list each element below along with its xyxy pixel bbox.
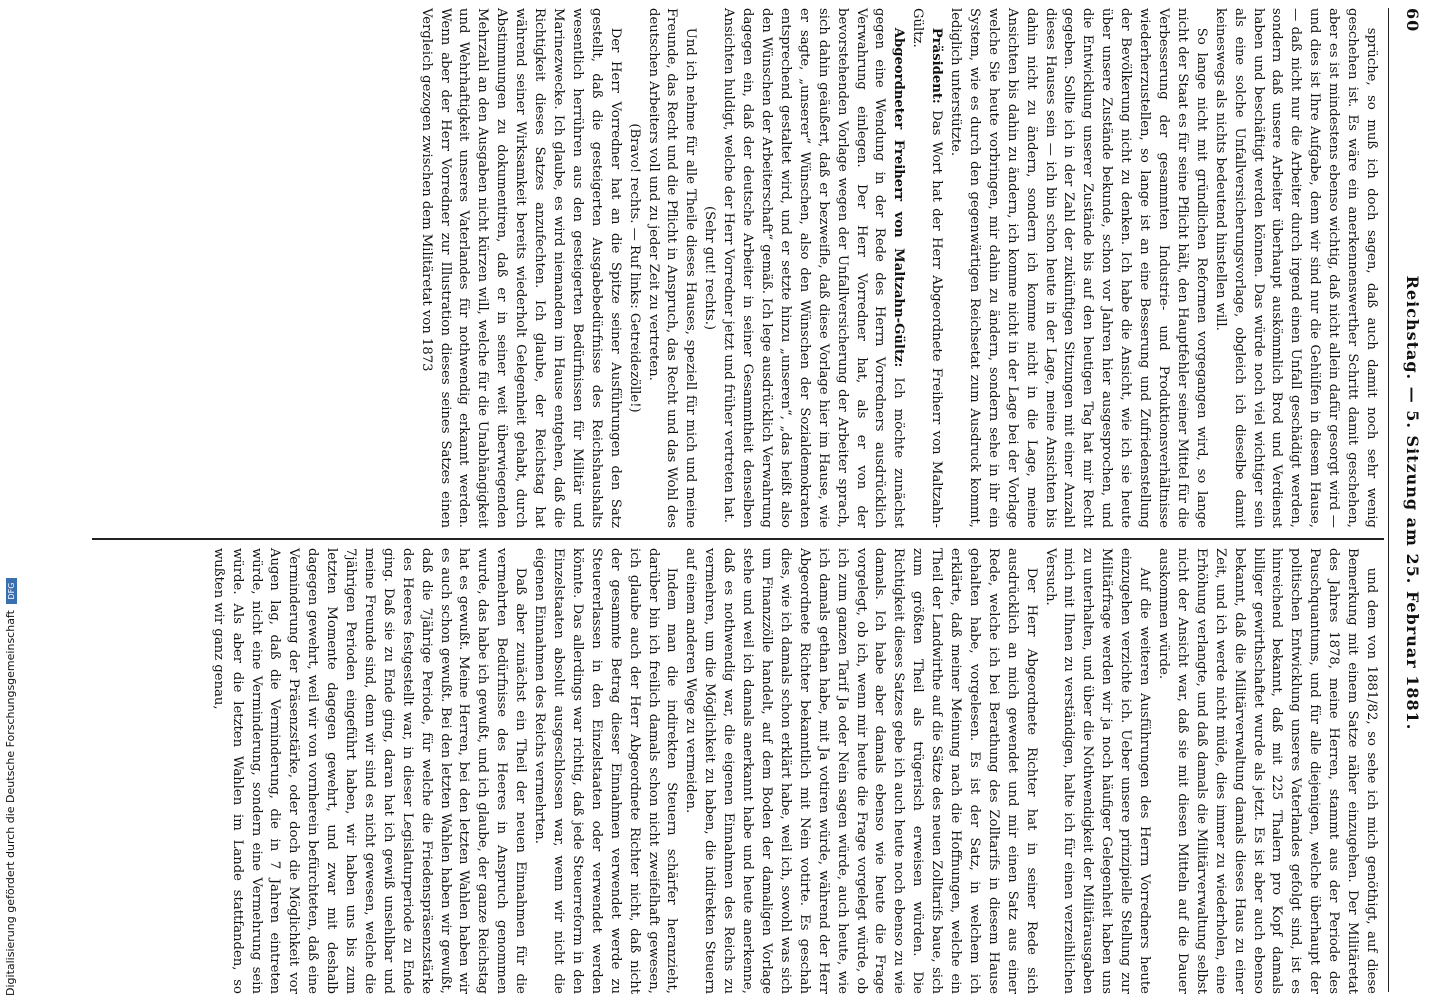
paragraph-text: Ich möchte zunächst gegen eine Wendung in der Rede des Herrn Vorredners ausdrücklich Verwahrung einlegen. Der Herr Vorredner hat, als er von der bevorstehenden Vorlage wegen der Unfallversicherung der Arbeiter sprach, sich dahin geäußert, daß er bezweifle, daß diese Vorlage hier im Hause, wie er sagte, „unserer“ Wünschen, also den Wünschen der Sozialdemokraten entsprechend gestaltet wird, und er setzte hinzu „unseren“, „das heißt also den Wünschen der Arbeiterschaft“ gemäß. Ich lege ausdrücklich Verwahrung dagegen ein, daß der deutsche Arbeiter in seiner Gesammtheit denselben Ansichten huldigt, welche der Herr Vorredner jetzt und früher vertreten hat. [721, 8, 907, 528]
credit-text: Digitalisierung gefördert durch die Deutsche Forschungsgemeinschaft [4, 610, 17, 996]
paragraph-text: sprüche, so muß ich doch sagen, daß auch damit noch sehr wenig geschehen ist. Es wäre ein anerkennenswerther Schritt damit geschehen, aber es ist mindestens ebenso wichtig, daß nicht allein dafür gesorgt wird — und dies ist Ihre Aufgabe, denn wir sind nur die Gehülfen in diesem Hause, — daß nicht nur die Arbeiter durch irgend einen Unfall geschädigt werden, sondern daß unsere Arbeiter überhaupt auskömmlich Brod und Verdienst haben und beschäftigt werden können. Das würde noch viel wichtiger sein als eine solche Unfallversicherungsvorlage, obgleich ich dieselbe damit keineswegs als nichts bedeutend hinstellen will. [1212, 8, 1379, 528]
paragraph-text: So lange nicht mit gründlichen Reformen vorgegangen wird, so lange nicht der Staat es für seine Pflicht hält, den Hauptfehler seiner Mittel für die Verbesserung der gesammten Industrie- und Produktionsverhältnisse wiederherzustellen, so lange ist an eine Besserung und Zufriedenstellung der Bevölkerung nicht zu denken. Ich habe die Ansicht, wie ich sie heute über unsere Zustände bekunde, schon vor Jahren hier ausgesprochen, und die Entwicklung unserer Zustände bis auf den heutigen Tag hat mir Recht gegeben. Sollte ich in der Zahl der zukünftigen Sitzungen mit einer Anzahl dieses Hauses sein — ich bin schon heute in der Lage, meine Ansichten bis dahin nicht zu ändern, sondern ich komme nicht in die Lage, meine Ansichten bis dahin zu ändern, ich komme nicht in der Lage bei der Vorlage welche Sie heute vorbringen, mir dahin zu ändern, sondern sehe in ihr ein System, wie es durch den gegenwärtigen Reichsetat zum Ausdruck kommt, lediglich unterstützte. [948, 8, 1209, 528]
running-title: Reichstag. — 5. Sitzung am 25. Februar 1881. [1403, 275, 1422, 731]
paragraph [907, 8, 945, 528]
page-number: 60 [1403, 8, 1422, 33]
paragraph-text: Daß aber zunächst ein Theil der neuen Einnahmen für die vermehrten Bedürfnisse des Heeres in Anspruch genommen wurde, das habe ich gewußt, und ich glaube, der ganze Reichstag hat es gewußt. Meine Herren, bei den letzten Wahlen haben wir es auch schon gewußt. Bei den letzten Wahlen haben wir gewußt, daß die 7jährige Periode, für welche die Friedenspräsenzstärke des Heeres festgestellt war, in dieser Legislaturperiode zu Ende ging. Daß sie zu Ende ging, daran hat ich gewiß unsehlbar und meine Freunde sind, denn wir sind es nicht gewesen, welche die 7jährigen Perioden eingeführt haben, wir haben uns bis zum letzten Momente dagegen gewehrt, und zwar mit deshalb dagegen gewehrt, weil wir von vornherein befürchteten, daß eine Verminderung der Präsenzstärke, oder doch die Möglichkeit vor Augen lag, daß die Verminderung, die in 7 Jahren eintreten würde, nicht eine Verminderung, sondern eine Vermehrung sein würde. Als aber die letzten Wahlen im Lande stattfanden, so wußten wir ganz genau, [210, 548, 529, 994]
paragraph-text: Indem man die indirekten Steuern schärfer heranzieht, darüber bin ich freilich damals schon nicht zweifelhaft gewesen, ich glaube auch der Herr Abgeordnete Richter nicht, daß nicht der gesammte Betrag dieser Einnahmen verwendet werde zu Steuererlassen in den Einzelstaaten oder verwendet werden könnte. Das allerdings war richtig, daß jede Steuerreform in den Einzelstaaten absolut ausgeschlossen war, wenn wir nicht die eigenen Einnahmen des Reichs vermehrten. [532, 548, 680, 994]
paragraph-text: Und ich nehme für alle Theile dieses Hauses, speziell für mich und meine Freunde, das Recht und die Pflicht in Anspruch, das Recht und das Wohl des deutschen Arbeiters voll und zu jeder Zeit zu vertreten. [645, 8, 699, 528]
paragraph-text: Auf die weiteren Ausführungen des Herrn Vorredners heute einzugehen verzichte ich. Ueber unsere prinzipielle Stellung zur Militärfrage werden wir ja noch häufiger Gelegenheit haben uns zu unterhalten, und über die Nothwendigkeit der Militärausgaben mich mit Ihnen zu verständigen, halte ich für einen verzeihlichen Versuch. [1042, 548, 1153, 994]
paragraph [416, 8, 624, 528]
paragraph [718, 8, 907, 528]
text-column-second [95, 548, 1380, 994]
paragraph [680, 548, 1039, 994]
paragraph-text: und dem von 1881/82, so sehe ich mich genöthigt, auf diese Bemerkung mit einem Satze näher einzugehen. Der Militäretat des Jahres 1878, meine Herren, stammt aus der Periode des Pauschquantums, und für alle diejenigen, welche überhaupt der politischen Entwicklung unseres Vaterlandes gefolgt sind, ist es hinreichend bekannt, daß mit 225 Thalern pro Kopf damals billiger gewirthschaftet wurde als jetzt. Es ist aber auch ebenso bekannt, daß die Militärverwaltung damals dieses Haus zu einer Zeit, und ich werde nicht müde, dies immer zu wiederholen, eine Erhöhung verlangte, und daß damals die Militärverwaltung selbst nicht der Ansicht war, daß sie mit diesen Mitteln auf die Dauer auskommen würde. [1156, 548, 1379, 994]
running-header [1403, 8, 1422, 998]
paragraph [1210, 8, 1380, 528]
paragraph [208, 548, 529, 994]
interjection [624, 8, 643, 528]
header-rule [1388, 8, 1389, 992]
column-divider [92, 538, 1384, 540]
paragraph-text: Das Wort hat der Herr Abgeordnete Freiherr von Maltzahn-Gültz. [910, 8, 945, 528]
speaker-label: Präsident: [929, 27, 945, 104]
interjection [699, 8, 718, 528]
text-column-first [95, 8, 1380, 528]
dfg-logo-icon: DFG [6, 578, 17, 604]
speaker-label: Abgeordneter Freiherr von Maltzahn-Gültz: [891, 27, 907, 368]
paragraph-text: (Bravo! rechts. — Ruf links: Getreidezölle!) [626, 123, 642, 413]
paragraph-text: (Sehr gut! rechts.) [702, 205, 718, 331]
paragraph [529, 548, 680, 994]
paragraph-text: Der Herr Abgeordnete Richter hat in seiner Rede sich ausdrücklich an mich gewendet und mir einen Satz aus einer Rede, welche ich bei Berathung des Zolltarifs in diesem Hause gehalten habe, vorgelesen. Es ist der Satz, in welchem ich erklärte, daß meiner Meinung nach die Hoffnungen, welche ein Theil der Landwirthe auf die Sätze des neuen Zolltarifs baue, sich zum größten Theil als trügerisch erweisen würden. Die Richtigkeit dieses Satzes gebe ich auch heute noch ebenso zu wie damals. Ich habe aber damals ebenso wie heute die Frage vorgelegt, ob ich, wenn mir heute die Frage vorgelegt würde, ob ich zum ganzen Tarif Ja oder Nein sagen würde, auch heute, wie ich damals gethan habe, mit Ja votiren würde, während der Herr Abgeordnete Richter bekanntlich mit Nein votirte. Es geschah dies, wie ich damals schon erklärt habe, weil ich, sowohl was sich um Finanzzölle handelt, auf dem Boden der damaligen Vorlage stehe und weil ich damals anerkannt habe und heute anerkenne, daß es nothwendig war, die eigenen Einnahmen des Reichs zu vermehren, um die Möglichkeit zu haben, die indirekten Steuern auf einem anderen Wege zu vermeiden. [683, 548, 1039, 994]
paragraph-text: Der Herr Vorredner hat an die Spitze seiner Ausführungen den Satz gestellt, daß die gesteigerten Ausgabebedürfnisse des Reichshaushalts wesentlich herrühren aus den gesteigerten Bedürfnissen für Militär und Marinezwecke. Ich glaube, es wird niemandem im Hause entgehen, daß die Richtigkeit dieses Satzes anzufechten. Ich glaube, der Reichstag hat während seiner Wirksamkeit bereits wiederholt Gelegenheit gehabt, durch Abstimmungen zu dokumentiren, daß er in seiner weit überwiegenden Mehrzahl an den Ausgaben nicht kürzen will, welche für die Unabhängigkeit und Wehrhaftigkeit unseres Vaterlandes für nothwendig erkannt werden. Wenn aber der Herr Vorredner zur Illustration dieses seines Satzes einen Vergleich gezogen zwischen dem Militäretat von 1873 [418, 8, 623, 528]
paragraph [945, 8, 1210, 528]
paragraph [1040, 548, 1153, 994]
paragraph [643, 8, 700, 528]
paragraph [1153, 548, 1380, 994]
